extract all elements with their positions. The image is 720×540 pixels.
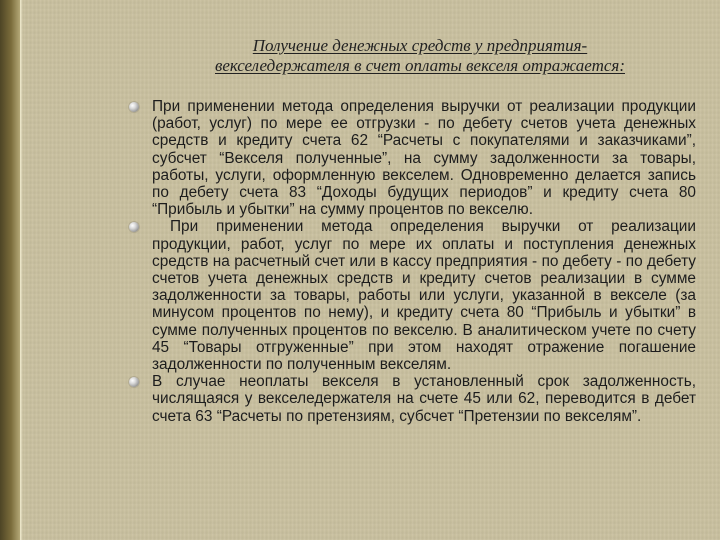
- bullet-text-2: При применении метода определения выручки от реализации продукции, работ, услуг по мере их оплаты и поступления денежных средств на расчетный счет или в кассу предприятия - по дебету - по дебету счетов учета денежных средств и кредиту счетов реализации в сумме задолженности за товары, работы или услуги, указанной в векселе (за минусом процентов по нему), и кредиту счета 80 “Прибыль и убытки” в сумме полученных процентов по векселю. В аналитическом учете по счету 45 “Товары отгруженные” при этом находят отражение погашение задолженности по полученным векселям.: [152, 218, 696, 374]
- bullet-icon: [129, 102, 139, 112]
- decorative-left-band: [0, 0, 20, 540]
- title-line-2: векселедержателя в счет оплаты векселя отражается:: [215, 56, 625, 75]
- bullet-item-2: [128, 218, 696, 373]
- bullet-list: [128, 98, 696, 425]
- bullet-icon: [129, 377, 139, 387]
- slide-title: [140, 36, 700, 76]
- bullet-text-3: В случае неоплаты векселя в установленный срок задолженность, числящаяся у векселедержателя на счете 45 или 62, переводится в дебет счета 63 “Расчеты по претензиям, субсчет “Претензии по векселям”.: [152, 373, 696, 425]
- bullet-icon: [129, 222, 139, 232]
- bullet-item-3: [128, 373, 696, 425]
- title-line-1: Получение денежных средств у предприятия-: [252, 36, 588, 55]
- bullet-text-1: При применении метода определения выручки от реализации продукции (работ, услуг) по мере ее отгрузки - по дебету счетов учета денежных средств и кредиту счета 62 “Расчеты с покупателями и заказчиками”, субсчет “Векселя полученные”, на сумму задолженности за товары, работы, услуги, оформленную векселем. Одновременно делается запись по дебету счета 83 “Доходы будущих периодов” и кредиту счета 80 “Прибыль и убытки” на сумму процентов по векселю.: [152, 98, 696, 219]
- bullet-item-1: [128, 98, 696, 218]
